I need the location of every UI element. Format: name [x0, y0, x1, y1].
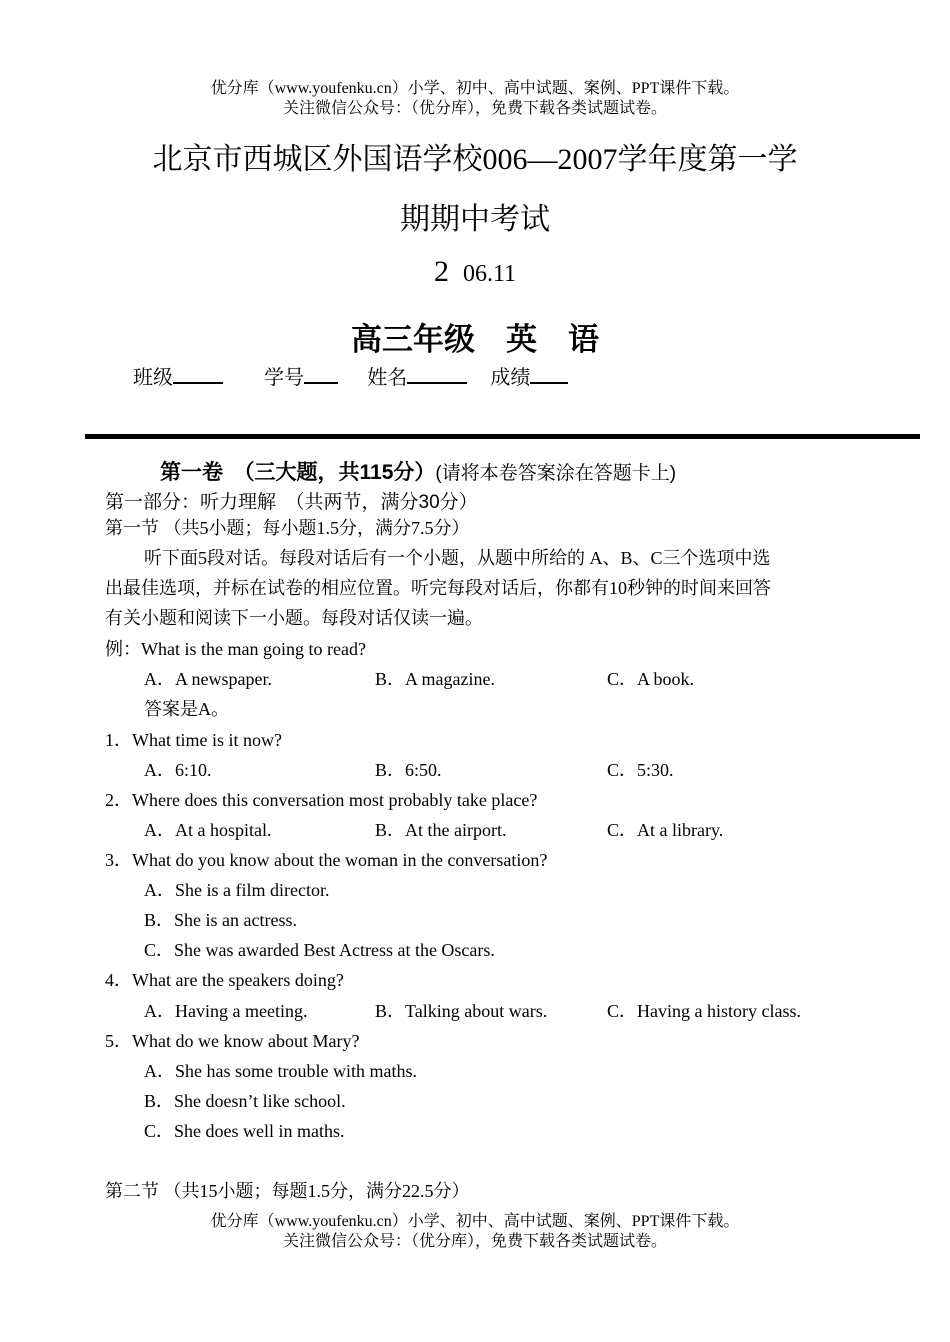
- exam-title-line2: 期期中考试: [400, 203, 550, 236]
- question-text: What are the speakers doing?: [132, 970, 344, 990]
- question-2: [105, 788, 537, 812]
- question-text: What time is it now?: [132, 730, 282, 750]
- subsection-1-heading: 第一节 （共5小题；每小题1.5分，满分7.5分）: [105, 518, 470, 538]
- q1-option-c: C．5:30.: [607, 760, 674, 780]
- subsection-2-heading: 第二节 （共15小题；每题1.5分，满分22.5分）: [105, 1181, 470, 1201]
- exam-title-line1: 北京市西城区外国语学校006—2007学年度第一学: [152, 143, 798, 176]
- exam-date-part1: 2: [433, 255, 449, 288]
- question-5: [105, 1029, 359, 1053]
- question-text: What do we know about Mary?: [132, 1031, 360, 1051]
- instruction-line1: 听下面5段对话。每段对话后有一个小题，从题中所给的 A、B、C三个选项中选: [144, 548, 771, 568]
- exam-date: [0, 255, 950, 289]
- score-blank[interactable]: [530, 366, 568, 384]
- question-text: What do you know about the woman in the conversation?: [132, 850, 548, 870]
- q2-option-b: B．At the airport.: [375, 820, 507, 840]
- question-number: 3．: [105, 850, 132, 870]
- section-heading: 第一部分：听力理解 （共两节，满分30分）: [105, 492, 478, 513]
- question-3: [105, 848, 547, 872]
- q2-option-a: A．At a hospital.: [144, 820, 272, 840]
- site-header-line1: 优分库（www.youfenku.cn）小学、初中、高中试题、案例、PPT课件下载。: [210, 80, 740, 97]
- q1-option-b: B．6:50.: [375, 760, 442, 780]
- id-label: 学号: [264, 367, 305, 389]
- q5-option-a: A．She has some trouble with maths.: [144, 1061, 417, 1081]
- q5-option-c: C．She does well in maths.: [144, 1121, 345, 1141]
- site-footer-line2: 关注微信公众号：（优分库），免费下载各类试题试卷。: [282, 1233, 667, 1250]
- q5-option-b: B．She doesn’t like school.: [144, 1091, 346, 1111]
- q1-option-a: A．6:10.: [144, 760, 212, 780]
- divider-rule: [85, 434, 920, 439]
- question-number: 1．: [105, 730, 132, 750]
- example-option-a: A．A newspaper.: [144, 669, 272, 689]
- question-1: [105, 728, 282, 752]
- name-blank[interactable]: [407, 366, 467, 384]
- id-blank[interactable]: [304, 366, 338, 384]
- class-label: 班级: [133, 367, 173, 389]
- q2-option-c: C．At a library.: [607, 820, 724, 840]
- student-info: [133, 366, 568, 390]
- instruction-line3: 有关小题和阅读下一小题。每段对话仅读一遍。: [105, 608, 483, 628]
- volume-title: 第一卷 （三大题，共115分）: [160, 461, 436, 484]
- q4-option-b: B．Talking about wars.: [375, 1001, 548, 1021]
- q4-option-c: C．Having a history class.: [607, 1001, 801, 1021]
- site-header-line2: 关注微信公众号：（优分库），免费下载各类试题试卷。: [282, 100, 667, 117]
- question-number: 2．: [105, 790, 132, 810]
- q3-option-b: B．She is an actress.: [144, 910, 297, 930]
- example-option-b: B．A magazine.: [375, 669, 495, 689]
- question-text: Where does this conversation most probably take place?: [132, 790, 538, 810]
- subject-heading: 高三年级 英 语: [351, 322, 599, 357]
- name-label: 姓名: [367, 367, 408, 389]
- q3-option-a: A．She is a film director.: [144, 880, 330, 900]
- example-question: 例：What is the man going to read?: [105, 639, 366, 659]
- q3-option-c: C．She was awarded Best Actress at the Oscars.: [144, 940, 495, 960]
- site-footer-line1: 优分库（www.youfenku.cn）小学、初中、高中试题、案例、PPT课件下载。: [210, 1213, 740, 1230]
- volume-note: (请将本卷答案涂在答题卡上): [435, 463, 677, 484]
- question-4: [105, 968, 344, 992]
- question-number: 4．: [105, 970, 132, 990]
- class-blank[interactable]: [173, 366, 223, 384]
- score-label: 成绩: [490, 367, 531, 389]
- question-number: 5．: [105, 1031, 132, 1051]
- exam-date-part2: 06.11: [462, 261, 517, 287]
- volume-heading: [160, 456, 676, 486]
- instruction-line2: 出最佳选项，并标在试卷的相应位置。听完每段对话后，你都有10秒钟的时间来回答: [105, 578, 771, 598]
- q4-option-a: A．Having a meeting.: [144, 1001, 308, 1021]
- example-option-c: C．A book.: [607, 669, 695, 689]
- example-answer: 答案是A。: [144, 699, 229, 719]
